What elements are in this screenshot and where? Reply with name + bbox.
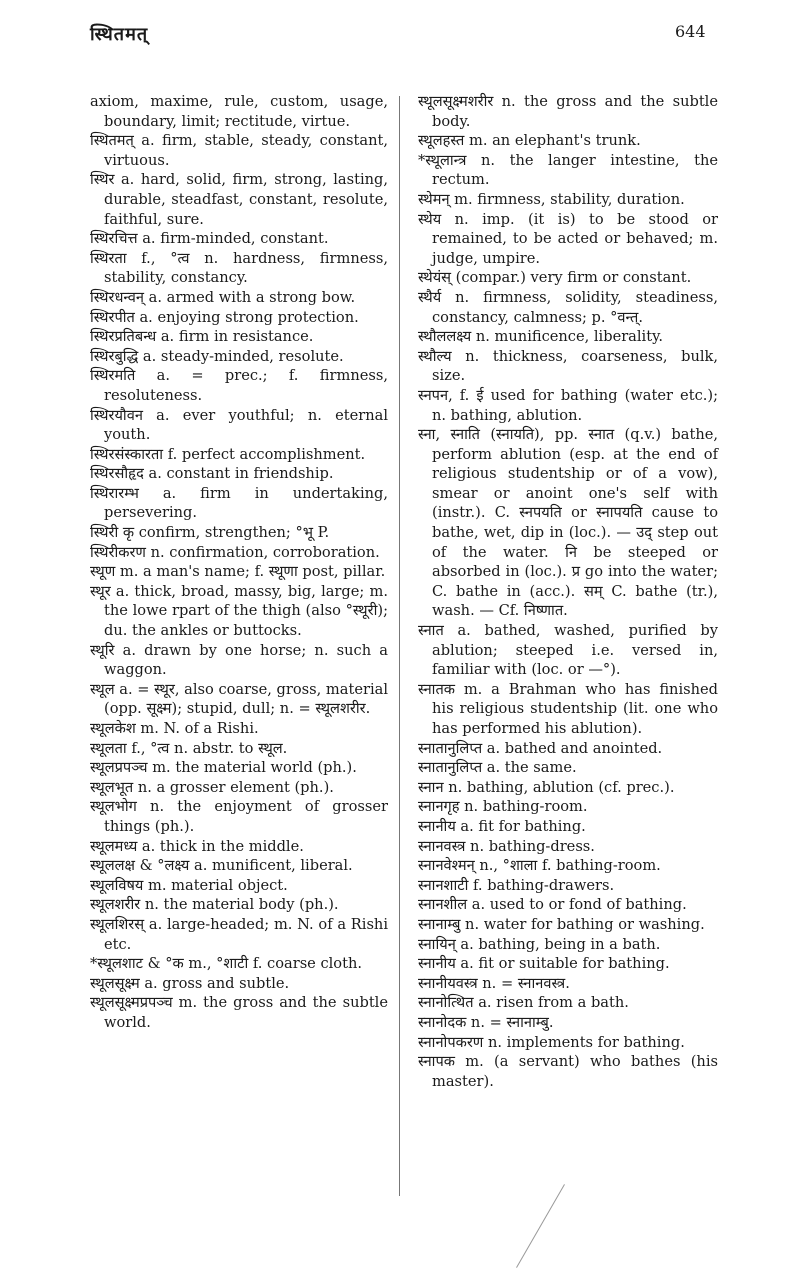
dictionary-entry: स्थूरि a. drawn by one horse; n. such a waggon. <box>90 641 388 679</box>
running-headword: स्थितमत् <box>90 24 149 45</box>
dictionary-entry: स्थिरारम्भ a. firm in undertaking, persevering. <box>90 484 388 522</box>
dictionary-entry: स्थूण m. a man's name; f. स्थूणा post, pillar. <box>90 563 386 581</box>
dictionary-entry: स्नानशील a. used to or fond of bathing. <box>418 896 687 914</box>
dictionary-entry: स्नातक m. a Brahman who has finished his religious studentship (lit. one who has performed his ablution). <box>418 680 718 737</box>
dictionary-entry: स्थितमत् a. firm, stable, steady, constant, virtuous. <box>90 132 388 169</box>
dictionary-entry: स्थिरपीत a. enjoying strong protection. <box>90 308 359 326</box>
left-column <box>90 92 388 1033</box>
dictionary-entry: स्नायिन् a. bathing, being in a bath. <box>418 935 661 953</box>
dictionary-entry: स्नातानुलिप्त a. bathed and anointed. <box>418 739 663 757</box>
dictionary-entry: स्नानशाटी f. bathing-drawers. <box>418 876 615 894</box>
dictionary-entry: स्थूलसूक्ष्म a. gross and subtle. <box>90 974 290 992</box>
dictionary-entry: स्थिरसौहृद a. constant in friendship. <box>90 465 334 483</box>
dictionary-entry: स्थूल a. = स्थूर, also coarse, gross, material (opp. सूक्ष्म); stupid, dull; n. = स्थूलशरीर. <box>90 680 388 718</box>
dictionary-entry: स्थूलहस्त m. an elephant's trunk. <box>418 132 641 150</box>
dictionary-entry: स्थिरमति a. = prec.; f. firmness, resoluteness. <box>90 367 388 404</box>
dictionary-entry: स्थूलविषय m. material object. <box>90 876 288 894</box>
dictionary-entry: स्थिरसंस्कारता f. perfect accomplishment. <box>90 445 366 463</box>
dictionary-entry: स्थिरी कृ confirm, strengthen; °भू P. <box>90 524 330 542</box>
dictionary-entry: स्थिरचित्त a. firm-minded, constant. <box>90 230 329 248</box>
dictionary-entry: स्नानीय a. fit or suitable for bathing. <box>418 955 670 973</box>
dictionary-entry: स्थूलभोग n. the enjoyment of grosser things (ph.). <box>90 798 388 835</box>
dictionary-entry: स्नानीय a. fit for bathing. <box>418 817 586 835</box>
dictionary-entry: स्नानोदक n. = स्नानाम्बु. <box>418 1013 554 1031</box>
dictionary-entry: स्थैर्य n. firmness, solidity, steadiness, constancy, calmness; p. °वन्त्. <box>418 288 718 326</box>
dictionary-entry: स्नानवस्त्र n. bathing-dress. <box>418 837 595 855</box>
dictionary-entry: स्थूलभूत n. a grosser element (ph.). <box>90 778 334 796</box>
dictionary-entry: स्थिर a. hard, solid, firm, strong, lasting, durable, steadfast, constant, resolute, faithful, sure. <box>90 171 388 228</box>
dictionary-entry: स्नातानुलिप्त a. the same. <box>418 759 577 777</box>
dictionary-entry: स्थूलशिरस् a. large-headed; m. N. of a Rishi etc. <box>90 915 388 953</box>
right-column <box>418 92 718 1091</box>
column-divider <box>399 96 400 1196</box>
dictionary-entry: स्नपन, f. ई used for bathing (water etc.); n. bathing, ablution. <box>418 386 718 424</box>
dictionary-entry: *स्थूलान्त्र n. the langer intestine, the rectum. <box>418 151 718 189</box>
dictionary-entry: स्थिरप्रतिबन्ध a. firm in resistance. <box>90 328 314 346</box>
dictionary-entry: स्नात a. bathed, washed, purified by ablution; steeped i.e. versed in, familiar with (loc. or —°). <box>418 622 718 679</box>
pen-mark <box>516 1184 565 1268</box>
dictionary-entry: स्थिरबुद्धि a. steady-minded, resolute. <box>90 347 344 365</box>
page-number: 644 <box>675 22 706 41</box>
dictionary-entry: स्थूलप्रपञ्च m. the material world (ph.). <box>90 759 357 777</box>
dictionary-entry: स्थिरता f., °त्व n. hardness, firmness, stability, constancy. <box>90 249 388 287</box>
dictionary-entry: स्नानीयवस्त्र n. = स्नानवस्त्र. <box>418 974 570 992</box>
dictionary-entry: स्थौल्य n. thickness, coarseness, bulk, size. <box>418 347 718 385</box>
dictionary-entry: स्नानाम्बु n. water for bathing or washing. <box>418 915 705 933</box>
dictionary-entry: axiom, maxime, rule, custom, usage, boundary, limit; rectitude, virtue. <box>90 93 388 130</box>
dictionary-entry: स्थूलशरीर n. the material body (ph.). <box>90 896 339 914</box>
dictionary-entry: स्थूलसूक्ष्मशरीर n. the gross and the subtle body. <box>418 93 718 130</box>
dictionary-entry: स्थौललक्ष्य n. munificence, liberality. <box>418 328 664 346</box>
page-header <box>0 18 800 48</box>
dictionary-entry: स्थिरीकरण n. confirmation, corroboration. <box>90 543 380 561</box>
dictionary-entry: स्थूलमध्य a. thick in the middle. <box>90 837 304 855</box>
dictionary-entry: स्नापक m. (a servant) who bathes (his master). <box>418 1053 718 1090</box>
dictionary-entry: स्ना, स्नाति (स्नायति), pp. स्नात (q.v.) bathe, perform ablution (esp. at the end of religious studentship or of a vow), smear or anoint one's self with (instr.). C. स्नपयति or स्नापयति cause to bathe, wet, dip in (loc.). — उद् step out of the water. नि be steeped or absorbed in (loc.). प्र go into the water; C. bathe in (acc.). सम् C. bathe (tr.), wash. — Cf. निष्णात. <box>418 426 718 620</box>
dictionary-entry: स्थिरयौवन a. ever youthful; n. eternal youth. <box>90 406 388 444</box>
dictionary-entry: स्नानोत्थित a. risen from a bath. <box>418 994 629 1012</box>
dictionary-entry: स्नानवेश्मन् n., °शाला f. bathing-room. <box>418 857 661 875</box>
dictionary-entry: स्थूललक्ष & °लक्ष्य a. munificent, liberal. <box>90 857 353 875</box>
dictionary-entry: स्नानोपकरण n. implements for bathing. <box>418 1033 685 1051</box>
dictionary-entry: स्थिरधन्वन् a. armed with a strong bow. <box>90 288 356 306</box>
dictionary-entry: स्नान n. bathing, ablution (cf. prec.). <box>418 778 675 796</box>
dictionary-entry: स्थेमन् m. firmness, stability, duration. <box>418 190 685 208</box>
dictionary-entry: स्थूलकेश m. N. of a Rishi. <box>90 720 259 737</box>
dictionary-entry: स्थेयंस् (compar.) very firm or constant. <box>418 269 692 287</box>
dictionary-entry: स्थूलता f., °त्व n. abstr. to स्थूल. <box>90 739 288 757</box>
dictionary-entry: स्नानगृह n. bathing-room. <box>418 798 588 816</box>
dictionary-entry: स्थूलसूक्ष्मप्रपञ्च m. the gross and the subtle world. <box>90 994 388 1031</box>
dictionary-entry: स्थूर a. thick, broad, massy, big, large; m. the lowe rpart of the thigh (also °स्थूरी); du. the ankles or buttocks. <box>90 582 388 640</box>
dictionary-entry: *स्थूलशाट & °क m., °शाटी f. coarse cloth. <box>90 955 362 973</box>
dictionary-entry: स्थेय n. imp. (it is) to be stood or remained, to be acted or behaved; m. judge, umpire. <box>418 210 718 267</box>
